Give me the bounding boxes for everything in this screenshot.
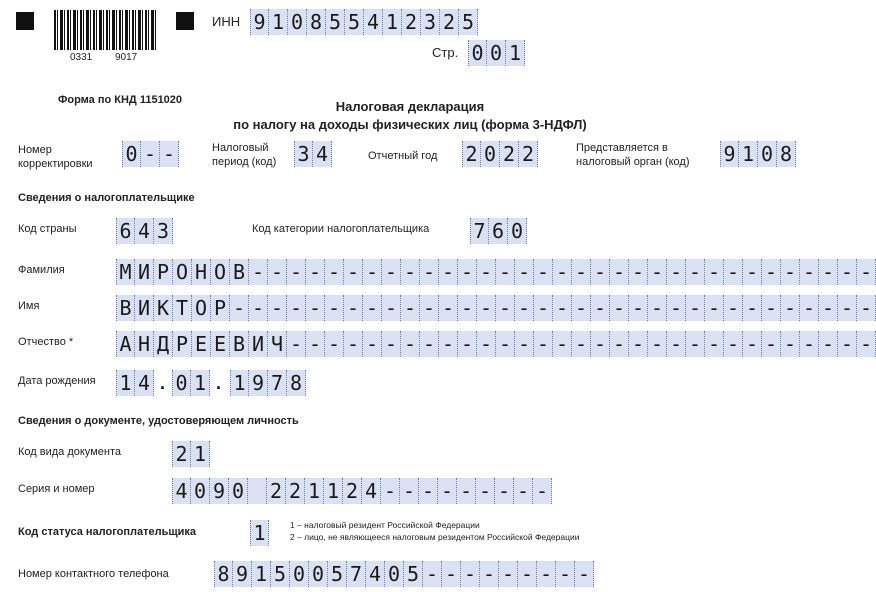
char-cell: - <box>591 295 610 321</box>
status-label: Код статуса налогоплательщика <box>18 526 197 538</box>
char-cell: - <box>401 331 420 357</box>
char-cell: - <box>762 295 781 321</box>
char-cell: - <box>439 331 458 357</box>
char-cell: 1 <box>739 141 758 167</box>
char-cell: И <box>135 259 154 285</box>
char-cell: Н <box>192 259 211 285</box>
char-cell: О <box>211 259 230 285</box>
char-cell: К <box>154 295 173 321</box>
char-cell: 2 <box>286 478 305 504</box>
char-cell: - <box>762 259 781 285</box>
birth-date-label: Дата рождения <box>18 375 96 387</box>
char-cell: 0 <box>191 478 210 504</box>
corner-marker-right <box>176 12 194 30</box>
char-cell: 2 <box>500 141 519 167</box>
char-cell: - <box>400 478 419 504</box>
country-field[interactable] <box>116 218 173 244</box>
char-cell: - <box>363 331 382 357</box>
char-cell: 4 <box>366 561 385 587</box>
char-cell: 5 <box>345 9 364 35</box>
char-cell: - <box>553 295 572 321</box>
authority-label-line2: налоговый орган (код) <box>576 156 690 168</box>
char-cell: - <box>537 561 556 587</box>
char-cell: - <box>495 478 514 504</box>
char-cell: - <box>819 295 838 321</box>
char-cell: 3 <box>154 218 173 244</box>
birth-day-field[interactable] <box>116 370 154 396</box>
char-cell: 5 <box>328 561 347 587</box>
char-cell: 1 <box>191 370 210 396</box>
char-cell: - <box>648 331 667 357</box>
char-cell: - <box>457 478 476 504</box>
char-cell: 1 <box>324 478 343 504</box>
char-cell: - <box>287 295 306 321</box>
char-cell: 8 <box>777 141 796 167</box>
char-cell: - <box>648 295 667 321</box>
char-cell: - <box>499 561 518 587</box>
char-cell: - <box>705 295 724 321</box>
char-cell: - <box>496 259 515 285</box>
char-cell: А <box>116 331 135 357</box>
char-cell: 2 <box>267 478 286 504</box>
patronymic-field[interactable] <box>116 331 876 357</box>
char-cell: - <box>800 295 819 321</box>
char-cell: - <box>363 259 382 285</box>
char-cell: - <box>857 295 876 321</box>
char-cell: 1 <box>305 478 324 504</box>
char-cell: - <box>819 259 838 285</box>
char-cell <box>248 478 267 504</box>
char-cell: - <box>781 259 800 285</box>
char-cell: - <box>572 259 591 285</box>
char-cell: - <box>477 331 496 357</box>
char-cell: М <box>116 259 135 285</box>
char-cell: 8 <box>307 9 326 35</box>
char-cell: - <box>534 331 553 357</box>
char-cell: - <box>591 331 610 357</box>
char-cell: 1 <box>230 370 249 396</box>
char-cell: 9 <box>250 9 269 35</box>
char-cell: - <box>420 295 439 321</box>
char-cell: 4 <box>362 478 381 504</box>
char-cell: 0 <box>385 561 404 587</box>
char-cell: 4 <box>313 141 332 167</box>
char-cell: - <box>458 295 477 321</box>
char-cell: 2 <box>462 141 481 167</box>
char-cell: 5 <box>404 561 423 587</box>
char-cell: О <box>192 295 211 321</box>
char-cell: 5 <box>271 561 290 587</box>
char-cell: - <box>648 259 667 285</box>
status-field[interactable] <box>250 520 269 546</box>
char-cell: - <box>800 331 819 357</box>
char-cell: - <box>306 259 325 285</box>
period-field[interactable] <box>294 141 332 167</box>
year-field[interactable] <box>462 141 538 167</box>
char-cell: - <box>438 478 457 504</box>
char-cell: - <box>458 259 477 285</box>
char-cell: 0 <box>309 561 328 587</box>
surname-field[interactable] <box>116 259 876 285</box>
char-cell: 0 <box>758 141 777 167</box>
char-cell: - <box>781 331 800 357</box>
char-cell: - <box>287 259 306 285</box>
char-cell: - <box>141 141 160 167</box>
birth-year-field[interactable] <box>230 370 306 396</box>
char-cell: В <box>230 331 249 357</box>
char-cell: - <box>344 259 363 285</box>
period-label-line2: период (код) <box>212 156 277 168</box>
barcode <box>54 10 158 50</box>
char-cell: - <box>667 331 686 357</box>
char-cell: 0 <box>481 141 500 167</box>
char-cell: - <box>743 259 762 285</box>
char-cell: 9 <box>720 141 739 167</box>
char-cell: 3 <box>421 9 440 35</box>
char-cell: - <box>442 561 461 587</box>
char-cell: - <box>382 259 401 285</box>
char-cell: - <box>686 259 705 285</box>
char-cell: - <box>819 331 838 357</box>
char-cell: - <box>838 295 857 321</box>
name-field[interactable] <box>116 295 876 321</box>
doc-type-label: Код вида документа <box>18 446 121 458</box>
char-cell: - <box>382 295 401 321</box>
status-legend-2: 2 – лицо, не являющееся налоговым резидентом Российской Федерации <box>290 532 580 542</box>
char-cell: 7 <box>268 370 287 396</box>
char-cell: - <box>344 295 363 321</box>
country-label: Код страны <box>18 223 77 235</box>
char-cell: 5 <box>459 9 478 35</box>
char-cell: - <box>325 259 344 285</box>
char-cell: - <box>249 259 268 285</box>
char-cell: - <box>857 331 876 357</box>
char-cell: - <box>575 561 594 587</box>
char-cell: - <box>724 259 743 285</box>
char-cell: - <box>743 331 762 357</box>
char-cell: 0 <box>288 9 307 35</box>
char-cell: - <box>480 561 499 587</box>
corner-marker-left <box>16 12 34 30</box>
char-cell: - <box>705 259 724 285</box>
char-cell: - <box>534 295 553 321</box>
char-cell: - <box>439 259 458 285</box>
char-cell: - <box>268 295 287 321</box>
char-cell: - <box>572 295 591 321</box>
barcode-number-left: 0331 <box>70 52 93 63</box>
char-cell: - <box>419 478 438 504</box>
char-cell: - <box>420 259 439 285</box>
char-cell: И <box>249 331 268 357</box>
char-cell: 8 <box>287 370 306 396</box>
category-field[interactable] <box>470 218 527 244</box>
char-cell: - <box>534 259 553 285</box>
char-cell: - <box>838 259 857 285</box>
char-cell: 7 <box>347 561 366 587</box>
char-cell: - <box>518 561 537 587</box>
birth-month-field[interactable] <box>172 370 210 396</box>
category-label: Код категории налогоплательщика <box>252 223 430 235</box>
section-document-heading: Сведения о документе, удостоверяющем личность <box>18 415 299 427</box>
year-label: Отчетный год <box>368 150 438 162</box>
char-cell: - <box>762 331 781 357</box>
char-cell: - <box>420 331 439 357</box>
char-cell: 2 <box>172 441 191 467</box>
char-cell: - <box>686 331 705 357</box>
name-label: Имя <box>18 300 40 312</box>
char-cell: 0 <box>290 561 309 587</box>
status-legend-1: 1 – налоговый резидент Российской Федерации <box>290 520 480 530</box>
char-cell: 9 <box>210 478 229 504</box>
char-cell: 2 <box>440 9 459 35</box>
char-cell: 1 <box>252 561 271 587</box>
char-cell: И <box>135 295 154 321</box>
char-cell: - <box>591 259 610 285</box>
char-cell: 6 <box>489 218 508 244</box>
char-cell: - <box>458 331 477 357</box>
char-cell: - <box>461 561 480 587</box>
correction-label-line1: Номер <box>18 144 52 156</box>
char-cell: - <box>496 295 515 321</box>
char-cell: Ч <box>268 331 287 357</box>
char-cell: 1 <box>250 520 269 546</box>
char-cell: Р <box>154 259 173 285</box>
char-cell: В <box>116 295 135 321</box>
char-cell: 7 <box>470 218 489 244</box>
char-cell: 8 <box>214 561 233 587</box>
char-cell: 0 <box>508 218 527 244</box>
inn-field[interactable] <box>250 9 478 35</box>
char-cell: - <box>160 141 179 167</box>
char-cell: - <box>496 331 515 357</box>
char-cell: Р <box>211 295 230 321</box>
char-cell: В <box>230 259 249 285</box>
phone-field[interactable] <box>214 561 594 587</box>
char-cell: - <box>287 331 306 357</box>
char-cell: - <box>477 295 496 321</box>
doc-number-label: Серия и номер <box>18 483 95 495</box>
char-cell: - <box>800 259 819 285</box>
char-cell: - <box>667 259 686 285</box>
form-code: Форма по КНД 1151020 <box>58 94 183 106</box>
char-cell: - <box>477 259 496 285</box>
char-cell: - <box>382 331 401 357</box>
char-cell: - <box>363 295 382 321</box>
char-cell: 4 <box>135 218 154 244</box>
char-cell: 2 <box>343 478 362 504</box>
char-cell: 2 <box>402 9 421 35</box>
char-cell: 4 <box>364 9 383 35</box>
authority-label-line1: Представляется в <box>576 142 668 154</box>
correction-label-line2: корректировки <box>18 158 93 170</box>
char-cell: - <box>268 259 287 285</box>
char-cell: 0 <box>229 478 248 504</box>
char-cell: - <box>610 259 629 285</box>
char-cell: - <box>401 259 420 285</box>
char-cell: О <box>173 259 192 285</box>
char-cell: 1 <box>116 370 135 396</box>
char-cell: - <box>325 331 344 357</box>
char-cell: Р <box>173 331 192 357</box>
char-cell: - <box>515 259 534 285</box>
page-number-field[interactable] <box>468 40 525 66</box>
char-cell: - <box>629 259 648 285</box>
char-cell: - <box>610 331 629 357</box>
char-cell: - <box>610 295 629 321</box>
patronymic-label: Отчество * <box>18 336 74 348</box>
doc-number-field[interactable] <box>172 478 552 504</box>
char-cell: - <box>553 259 572 285</box>
char-cell: - <box>230 295 249 321</box>
char-cell: - <box>344 331 363 357</box>
char-cell: - <box>553 331 572 357</box>
char-cell: - <box>572 331 591 357</box>
char-cell: 2 <box>519 141 538 167</box>
char-cell: 0 <box>122 141 141 167</box>
char-cell: Д <box>154 331 173 357</box>
char-cell: - <box>401 295 420 321</box>
char-cell: 5 <box>326 9 345 35</box>
char-cell: - <box>857 259 876 285</box>
char-cell: - <box>705 331 724 357</box>
char-cell: 1 <box>191 441 210 467</box>
char-cell: 4 <box>135 370 154 396</box>
char-cell: - <box>556 561 575 587</box>
char-cell: 9 <box>249 370 268 396</box>
char-cell: 4 <box>172 478 191 504</box>
document-title-line1: Налоговая декларация <box>335 99 485 114</box>
char-cell: - <box>667 295 686 321</box>
section-taxpayer-heading: Сведения о налогоплательщике <box>18 192 195 204</box>
char-cell: 1 <box>506 40 525 66</box>
char-cell: - <box>743 295 762 321</box>
char-cell: Н <box>135 331 154 357</box>
char-cell: 0 <box>172 370 191 396</box>
page-label: Стр. <box>432 45 459 60</box>
char-cell: Т <box>173 295 192 321</box>
doc-type-field[interactable] <box>172 441 210 467</box>
char-cell: - <box>306 331 325 357</box>
birth-date-separator-2: . <box>216 373 222 393</box>
char-cell: - <box>306 295 325 321</box>
char-cell: - <box>838 331 857 357</box>
char-cell: 6 <box>116 218 135 244</box>
phone-label: Номер контактного телефона <box>18 568 169 580</box>
char-cell: 1 <box>383 9 402 35</box>
inn-label: ИНН <box>212 14 241 29</box>
char-cell: Е <box>192 331 211 357</box>
period-label-line1: Налоговый <box>212 142 269 154</box>
char-cell: - <box>781 295 800 321</box>
char-cell: - <box>515 331 534 357</box>
char-cell: - <box>325 295 344 321</box>
char-cell: - <box>249 295 268 321</box>
char-cell: 0 <box>468 40 487 66</box>
char-cell: 1 <box>269 9 288 35</box>
char-cell: - <box>381 478 400 504</box>
document-title-line2: по налогу на доходы физических лиц (форма 3-НДФЛ) <box>233 117 587 132</box>
char-cell: - <box>724 331 743 357</box>
authority-field[interactable] <box>720 141 796 167</box>
char-cell: - <box>423 561 442 587</box>
char-cell: Е <box>211 331 230 357</box>
char-cell: - <box>514 478 533 504</box>
surname-label: Фамилия <box>18 264 65 276</box>
char-cell: - <box>533 478 552 504</box>
char-cell: - <box>515 295 534 321</box>
char-cell: - <box>439 295 458 321</box>
char-cell: - <box>476 478 495 504</box>
char-cell: 9 <box>233 561 252 587</box>
correction-field[interactable] <box>122 141 179 167</box>
birth-date-separator-1: . <box>160 373 166 393</box>
char-cell: - <box>629 295 648 321</box>
char-cell: 0 <box>487 40 506 66</box>
char-cell: - <box>629 331 648 357</box>
char-cell: 3 <box>294 141 313 167</box>
char-cell: - <box>724 295 743 321</box>
char-cell: - <box>686 295 705 321</box>
barcode-number-right: 9017 <box>115 52 138 63</box>
